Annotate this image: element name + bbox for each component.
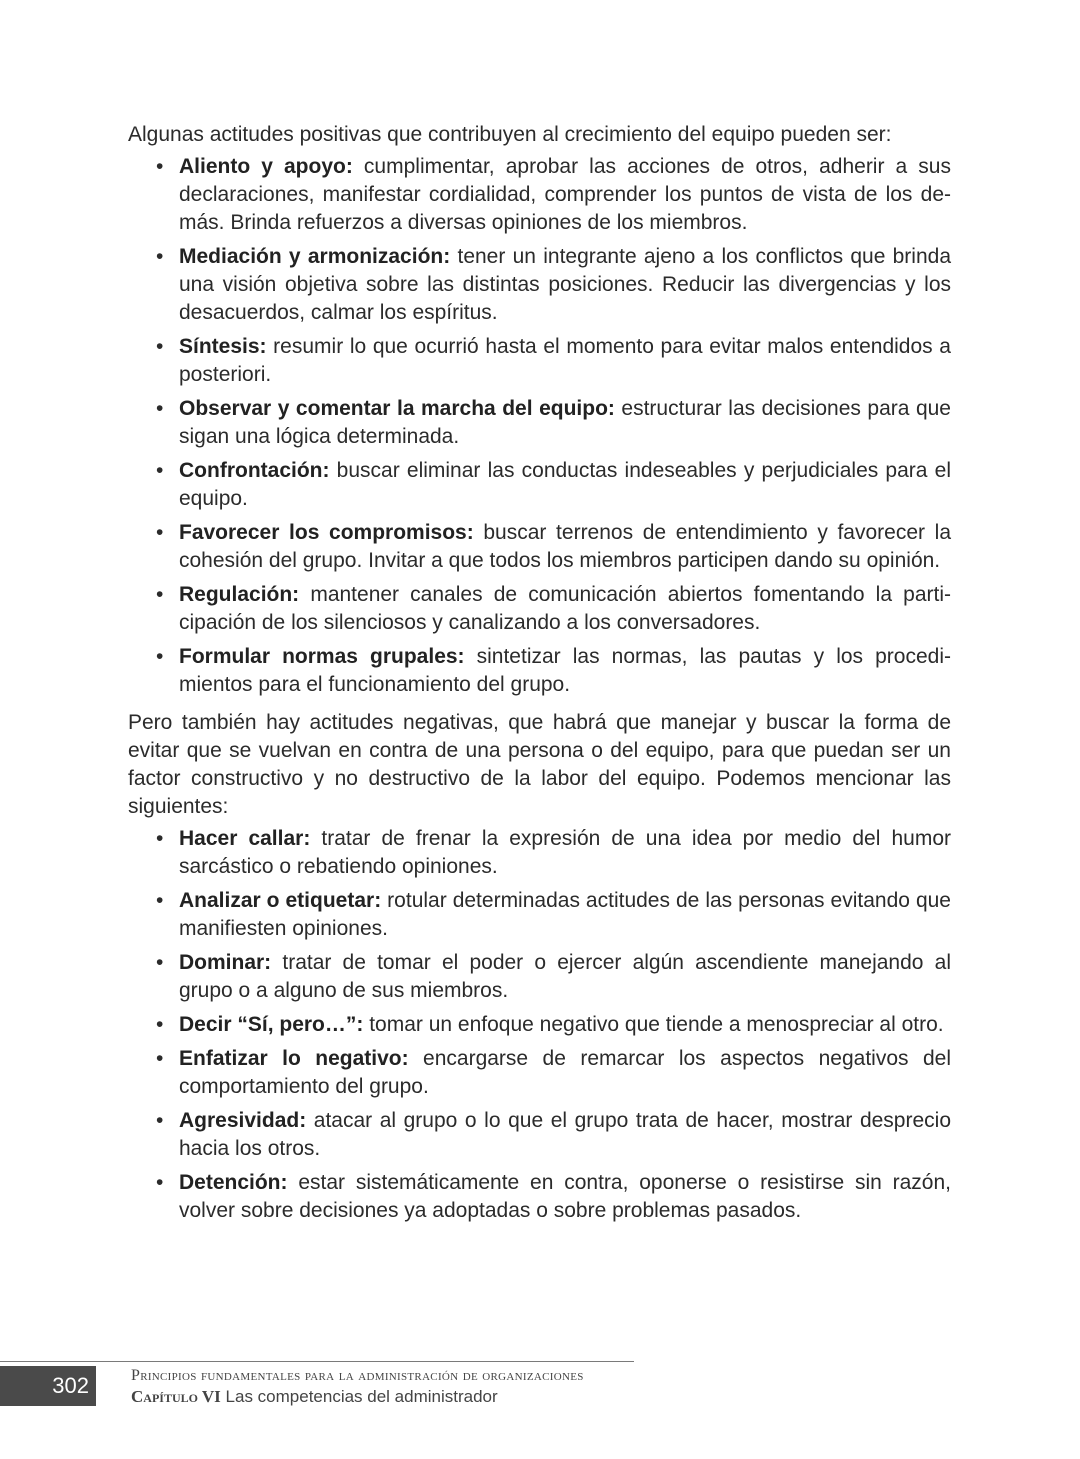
item-term: Dominar: [179, 951, 272, 974]
list-item [179, 395, 951, 451]
list-item [179, 519, 951, 575]
page-number: 302 [52, 1373, 89, 1398]
running-header-book-title: Principios fundamentales para la administración de organizaciones [131, 1367, 584, 1384]
item-text: atacar al grupo o lo que el grupo trata de hacer, mostrar desprecio hacia los otros. [179, 1109, 951, 1160]
intro-positive-paragraph: Algunas actitudes positivas que contribuyen al crecimiento del equipo pueden ser: [128, 123, 892, 146]
chapter-title: Las competencias del administrador [225, 1387, 498, 1406]
item-text: tener un integrante ajeno a los conflictos que brinda una visión objetiva sobre las distintas posiciones. Reducir las divergencias y los desacuerdos, calmar los espíritus. [179, 245, 951, 324]
intro-negative-paragraph: Pero también hay actitudes negativas, que habrá que manejar y buscar la forma de evitar que se vuelvan en contra de una persona o del equipo, para que puedan ser un factor constructivo y no destructivo de la labor del equipo. Podemos mencionar las siguientes: [128, 711, 951, 818]
item-term: Favorecer los compromisos: [179, 521, 474, 544]
item-text: tratar de frenar la expresión de una idea por medio del humor sarcástico o rebatiendo opiniones. [179, 827, 951, 878]
item-term: Enfatizar lo negativo: [179, 1047, 409, 1070]
list-item [179, 1011, 951, 1039]
item-term: Regulación: [179, 583, 300, 606]
list-item [179, 581, 951, 637]
negative-attitudes-list [128, 825, 951, 1225]
item-term: Formular normas grupales: [179, 645, 465, 668]
item-term: Hacer callar: [179, 827, 311, 850]
item-text: tomar un enfoque negativo que tiende a menospreciar al otro. [363, 1013, 944, 1036]
item-text: sintetizar las normas, las pautas y los procedimientos para el funcionamiento del grupo. [179, 645, 951, 696]
list-item [179, 457, 951, 513]
list-item [179, 243, 951, 327]
list-item [179, 825, 951, 881]
item-text: buscar eliminar las conductas indeseables y perjudiciales para el equipo. [179, 459, 951, 510]
item-text: estar sistemáticamente en contra, oponerse o resistirse sin razón, volver sobre decisiones ya adoptadas o sobre problemas pasados. [179, 1171, 951, 1222]
item-term: Agresividad: [179, 1109, 307, 1132]
running-header-chapter [131, 1386, 498, 1408]
list-item [179, 1045, 951, 1101]
item-text: mantener canales de comunicación abiertos fomentando la participación de los silenciosos y canalizando a los conversadores. [179, 583, 951, 634]
item-text: buscar terrenos de entendimiento y favorecer la cohesión del grupo. Invitar a que todos los miembros participen dando su opinión. [179, 521, 951, 572]
page-number-box [0, 1366, 96, 1406]
item-term: Aliento y apoyo: [179, 155, 353, 178]
item-text: estructurar las decisiones para que sigan una lógica determinada. [179, 397, 951, 448]
footer-divider [0, 1361, 634, 1362]
item-term: Analizar o etiquetar: [179, 889, 382, 912]
item-text: rotular determinadas actitudes de las personas evitando que manifiesten opiniones. [179, 889, 951, 940]
item-term: Mediación y armonización: [179, 245, 451, 268]
chapter-label: Capítulo VI [131, 1387, 221, 1406]
item-text: resumir lo que ocurrió hasta el momento para evitar malos entendidos a posteriori. [179, 335, 951, 386]
item-term: Detención: [179, 1171, 288, 1194]
item-text: tratar de tomar el poder o ejercer algún ascendiente manejando al grupo o a alguno de sus miembros. [179, 951, 951, 1002]
list-item [179, 643, 951, 699]
item-term: Síntesis: [179, 335, 267, 358]
list-item [179, 153, 951, 237]
item-text: cumplimentar, aprobar las acciones de otros, adherir a sus declaraciones, manifestar cordialidad, comprender los puntos de vista de los demás. Brinda refuerzos a diversas opiniones de los miembros. [179, 155, 951, 234]
list-item [179, 333, 951, 389]
page-body [128, 121, 951, 1231]
positive-attitudes-list [128, 153, 951, 699]
list-item [179, 887, 951, 943]
item-term: Observar y comentar la marcha del equipo: [179, 397, 615, 420]
list-item [179, 949, 951, 1005]
item-term: Decir “Sí, pero…”: [179, 1013, 364, 1036]
list-item [179, 1107, 951, 1163]
item-term: Confrontación: [179, 459, 330, 482]
item-text: encargarse de remarcar los aspectos negativos del comportamiento del grupo. [179, 1047, 951, 1098]
list-item [179, 1169, 951, 1225]
